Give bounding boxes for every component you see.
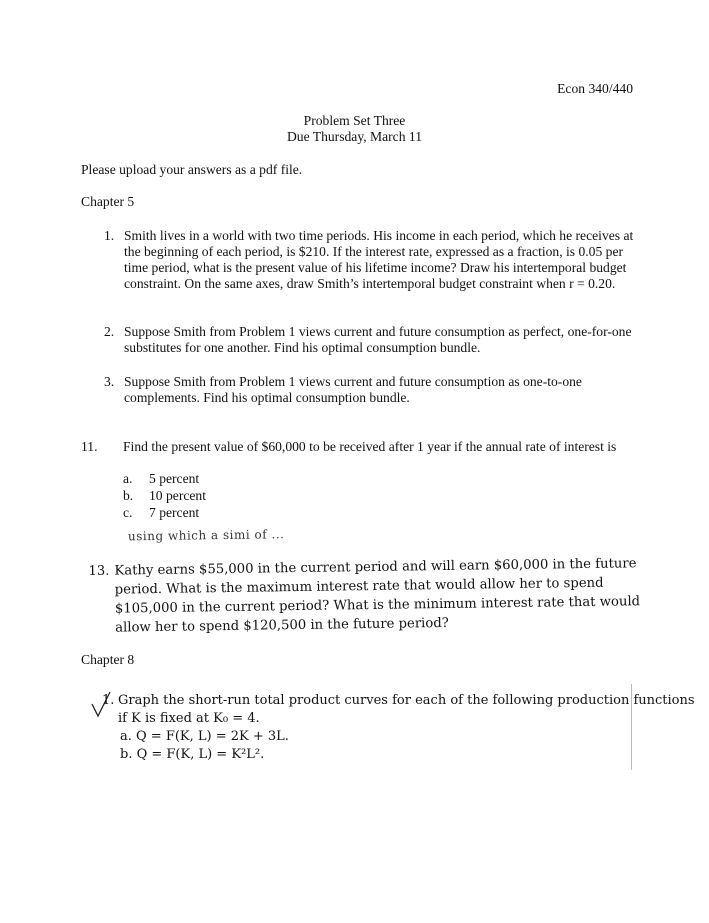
chapter-8-heading: Chapter 8	[81, 652, 135, 667]
cut-off-text: using which a simi of ...	[127, 527, 285, 544]
option-label: a.	[123, 471, 133, 486]
question-number: 1.	[102, 693, 115, 708]
problem-set-title: Problem Set Three	[303, 113, 406, 128]
question-text: Smith lives in a world with two time periods. His income in each period, which he receives at the beginning of each period, is $210. If the interest rate, expressed as a fraction, is 0.05 per time period, what is the present value of his lifetime income? Draw his intertemporal budget constraint. On the same axes, draw Smith’s intertemporal budget constraint when r = 0.20.	[124, 228, 634, 291]
question-text-line-2: if K is fixed at K₀ = 4.	[118, 711, 260, 726]
chapter-8-question-1-scan	[90, 684, 695, 770]
part-b: b. Q = F(K, L) = K²L².	[120, 747, 265, 762]
question-text: Find the present value of $60,000 to be received after 1 year if the annual rate of interest is	[123, 439, 617, 454]
instructions: Please upload your answers as a pdf file.	[81, 162, 303, 177]
question-number: 11.	[81, 439, 98, 454]
option-value: 10 percent	[149, 488, 206, 503]
question-number: 2.	[104, 324, 115, 339]
question-text: Suppose Smith from Problem 1 views current and future consumption as perfect, one-for-one substitutes for one another. Find his optimal consumption bundle.	[124, 324, 632, 355]
part-a: a. Q = F(K, L) = 2K + 3L.	[120, 729, 289, 744]
question-text: Kathy earns $55,000 in the current period and will earn $60,000 in the future period. What is the maximum interest rate that would allow her to spend $105,000 in the current period? What is the minimum interest rate that would allow her to spend $120,500 in the future period?	[114, 556, 641, 636]
option-label: c.	[123, 505, 133, 520]
question-13-scan	[84, 527, 645, 636]
question-number: 13.	[88, 563, 110, 579]
chapter-5-heading: Chapter 5	[81, 194, 135, 209]
course-code: Econ 340/440	[557, 81, 633, 96]
option-label: b.	[123, 488, 134, 503]
title-block	[0, 113, 709, 145]
option-value: 5 percent	[149, 471, 200, 486]
question-text: Suppose Smith from Problem 1 views current and future consumption as one-to-one complements. Find his optimal consumption bundle.	[124, 374, 582, 405]
question-number: 3.	[104, 374, 115, 389]
due-date: Due Thursday, March 11	[286, 129, 423, 144]
question-number: 1.	[104, 228, 115, 243]
question-text-line-1: Graph the short-run total product curves for each of the following production functions	[118, 693, 695, 708]
option-value: 7 percent	[149, 505, 200, 520]
